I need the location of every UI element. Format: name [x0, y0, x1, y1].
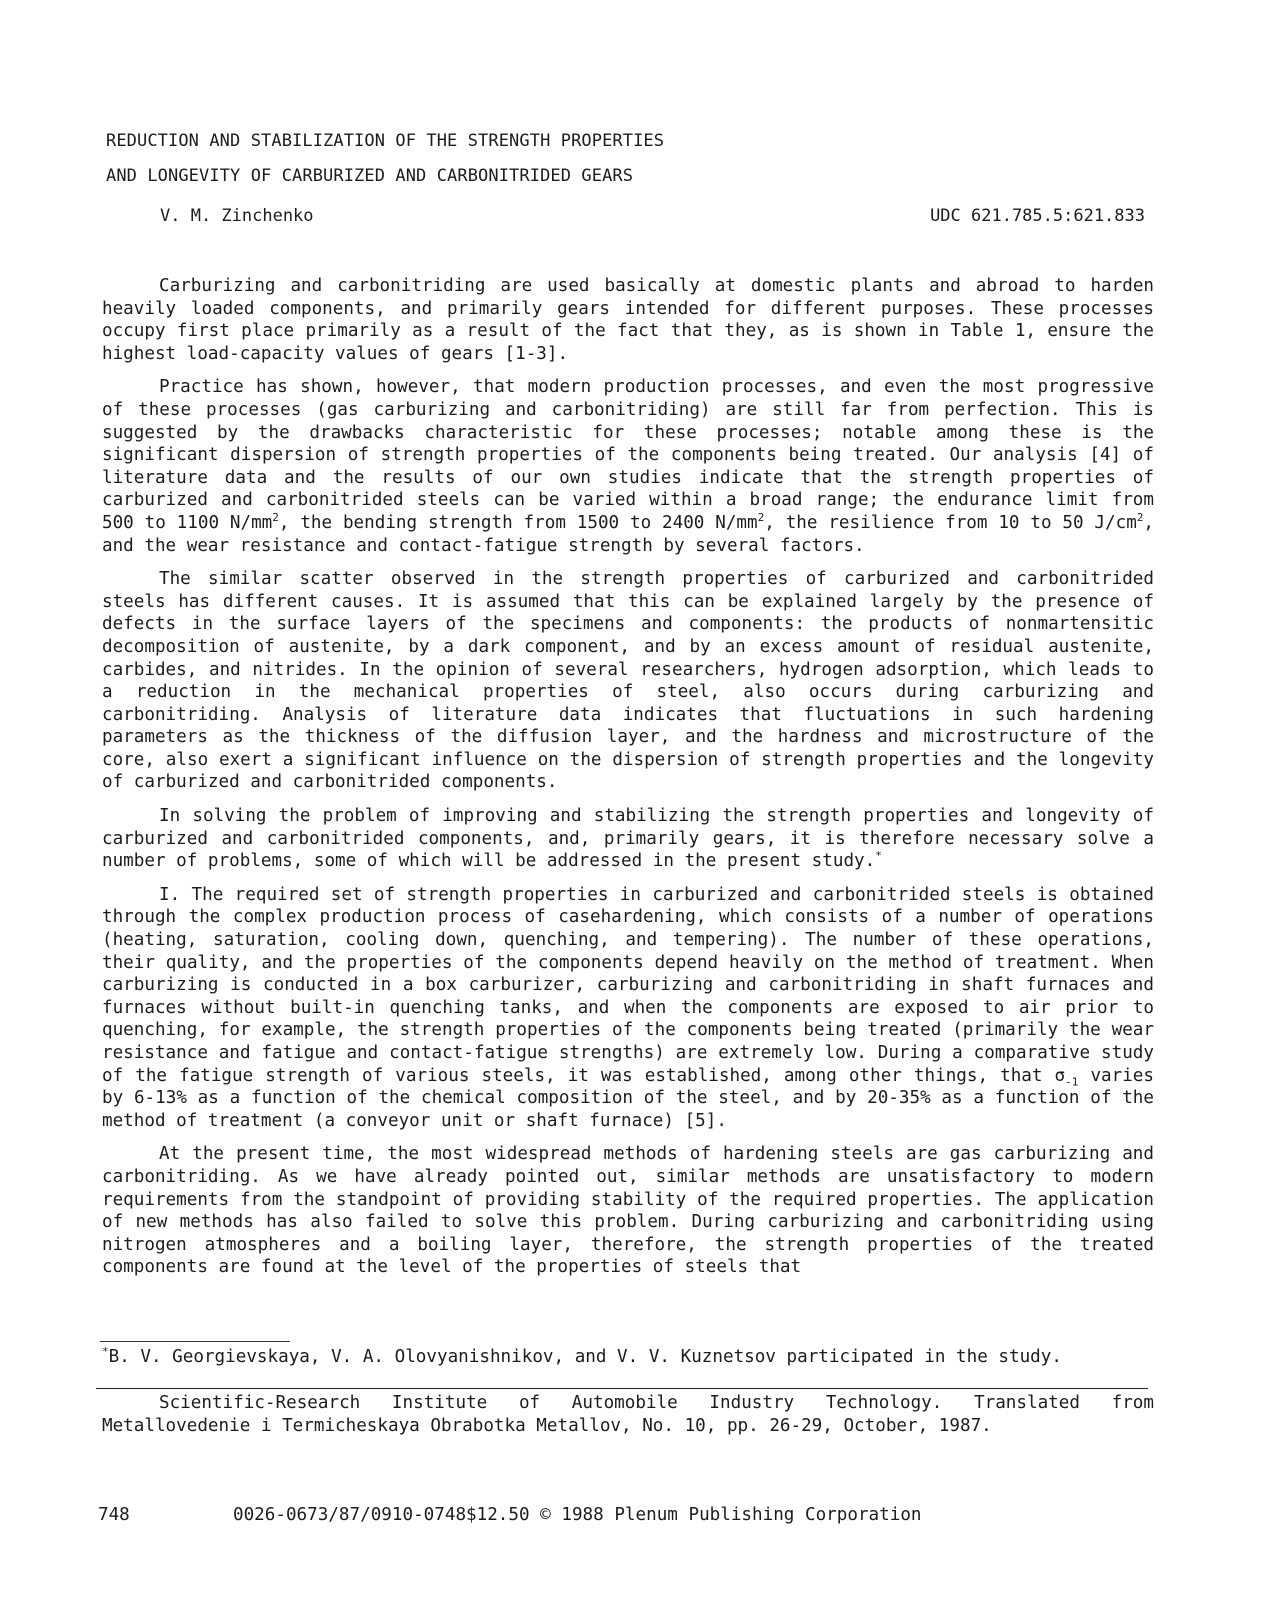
paragraph-2-text-a: Practice has shown, however, that modern production processes, and even the most progressive of these processes (gas carburizing and carbonitriding) are still far from perfection. This is suggested by the drawbacks characteristic for these processes; notable among these is the significant dispersion of strength properties of the components being treated. Our analysis [4] of literature data and the results of our own studies indicate that the strength properties of carburized and carbonitrided steels can be varied within a broad range; the endurance limit from 500 to 1100 N/mm	[102, 377, 1154, 533]
affiliation-block	[102, 1392, 1154, 1437]
superscript: 2	[1136, 511, 1144, 525]
paragraph-4-text: In solving the problem of improving and stabilizing the strength properties and longevity of carburized and carbonitrided components, and, primarily gears, it is therefore necessary solve a number of problems, some of which will be addressed in the present study.	[102, 806, 1154, 872]
paragraph-3: The similar scatter observed in the strength properties of carburized and carbonitrided steels has different causes. It is assumed that this can be explained largely by the presence of defects in the surface layers of the specimens and components: the products of nonmartensitic decomposition of austenite, by a dark component, and by an excess amount of residual austenite, carbides, and nitrides. In the opinion of several researchers, hydrogen adsorption, which leads to a reduction in the mechanical properties of steel, also occurs during carburizing and carbonitriding. Analysis of literature data indicates that fluctuations in such hardening parameters as the thickness of the diffusion layer, and the hardness and microstructure of the core, also exert a significant influence on the dispersion of strength properties and the longevity of carburized and carbonitrided components.	[102, 569, 1154, 793]
paragraph-2-text-c: , the resilience from 10 to 50 J/cm	[764, 512, 1137, 533]
title-line-1: REDUCTION AND STABILIZATION OF THE STRENGTH PROPERTIES	[106, 131, 665, 151]
paragraph-5	[102, 884, 1154, 1133]
superscript: 2	[272, 511, 279, 525]
affiliation-divider	[96, 1388, 1148, 1389]
affiliation-text: Scientific-Research Institute of Automobile Industry Technology. Translated from Metallovedenie i Termicheskaya Obrabotka Metallov, No. 10, pp. 26-29, October, 1987.	[102, 1393, 1154, 1436]
superscript: 2	[757, 511, 765, 525]
subscript: -1	[1065, 1075, 1079, 1089]
footnote-marker: *	[102, 1345, 109, 1359]
paragraph-2-text-b: , the bending strength from 1500 to 2400 N/mm	[278, 512, 758, 533]
paragraph-4	[102, 805, 1154, 873]
footnote-marker: *	[875, 849, 882, 863]
paragraph-5-text-b: varies by 6-13% as a function of the chemical composition of the steel, and by 20-35% as a function of the method of treatment (a conveyor unit or shaft furnace) [5].	[102, 1065, 1154, 1131]
paragraph-6: At the present time, the most widespread methods of hardening steels are gas carburizing and carbonitriding. As we have already pointed out, similar methods are unsatisfactory to modern requirements from the standpoint of providing stability of the required properties. The application of new methods has also failed to solve this problem. During carburizing and carbonitriding using nitrogen atmospheres and a boiling layer, therefore, the strength properties of the treated components are found at the level of the properties of steels that	[102, 1144, 1154, 1278]
article-title	[106, 124, 664, 194]
article-body	[102, 275, 1154, 1290]
page-number: 748	[98, 1505, 130, 1525]
footnote-divider	[100, 1341, 290, 1342]
paragraph-5-text-a: I. The required set of strength properties in carburized and carbonitrided steels is obtained through the complex production process of casehardening, which consists of a number of operations (heating, saturation, cooling down, quenching, and tempering). The number of these operations, their quality, and the properties of the components depend heavily on the method of treatment. When carburizing is conducted in a box carburizer, carburizing and carbonitriding in shaft furnaces and furnaces without built-in quenching tanks, and when the components are exposed to air prior to quenching, for example, the strength properties of the components being treated (primarily the wear resistance and fatigue and contact-fatigue strengths) are extremely low. During a comparative study of the fatigue strength of various steels, it was established, among other things, that σ	[102, 884, 1154, 1086]
paragraph-2-text-d: , and the wear resistance and contact-fatigue strength by several factors.	[102, 512, 1155, 556]
footnote-text: B. V. Georgievskaya, V. A. Olovyanishnikov, and V. V. Kuznetsov participated in the study.	[108, 1347, 1062, 1367]
paragraph-2	[102, 376, 1154, 557]
paragraph-1: Carburizing and carbonitriding are used basically at domestic plants and abroad to harden heavily loaded components, and primarily gears intended for different purposes. These processes occupy first place primarily as a result of the fact that they, as is shown in Table 1, ensure the highest load-capacity values of gears [1-3].	[102, 276, 1154, 364]
udc-code: UDC 621.785.5:621.833	[930, 206, 1145, 226]
footnote	[102, 1347, 1062, 1367]
title-line-2: AND LONGEVITY OF CARBURIZED AND CARBONITRIDED GEARS	[106, 166, 634, 186]
copyright-line: 0026-0673/87/0910-0748$12.50 © 1988 Plenum Publishing Corporation	[233, 1505, 922, 1525]
author-name: V. M. Zinchenko	[160, 206, 314, 226]
